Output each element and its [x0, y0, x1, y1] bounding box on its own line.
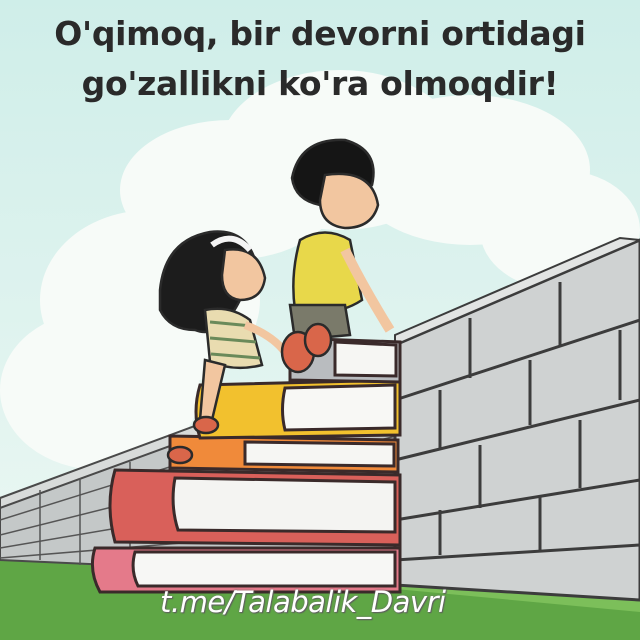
channel-watermark: t.me/Talabalik_Davri	[160, 585, 446, 619]
caption-line-1: O'qimoq, bir devorni ortidagi	[54, 14, 586, 53]
caption-line-2: go'zallikni ko'ra olmoqdir!	[81, 64, 559, 103]
